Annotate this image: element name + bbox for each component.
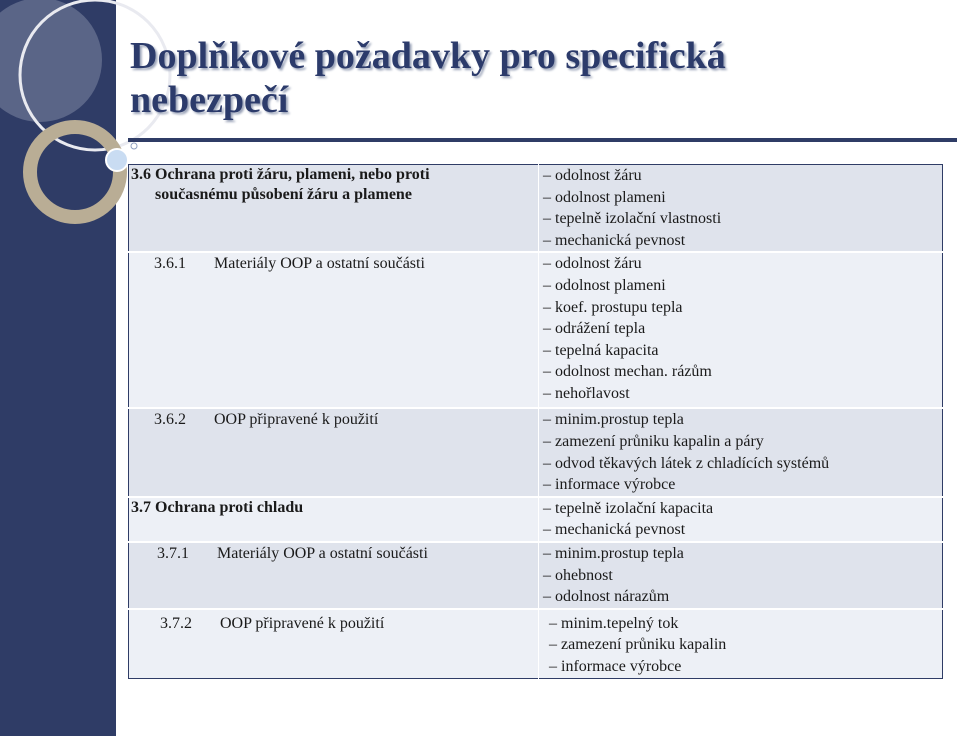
- row-items-cell: [539, 165, 943, 253]
- large-circle-shape: [0, 0, 102, 122]
- small-dot-shape: [131, 143, 137, 149]
- title-line-1: Doplňkové požadavky pro specifická: [130, 35, 726, 77]
- section-heading-line-1: 3.6 Ochrana proti žáru, plameni, nebo proti: [131, 166, 430, 183]
- row-heading-cell: [129, 252, 539, 408]
- table-row: [129, 497, 943, 542]
- list-item: – nehořlavost: [543, 383, 942, 405]
- blue-dot-shape: [106, 149, 128, 171]
- row-heading-cell: [129, 609, 539, 679]
- requirement-list: [539, 543, 942, 608]
- list-item: – odolnost mechan. rázům: [543, 361, 942, 383]
- row-items-cell: [539, 252, 943, 408]
- list-item: – tepelná kapacita: [543, 340, 942, 362]
- subsection-heading: [129, 610, 538, 635]
- list-item: – minim.prostup tepla: [543, 409, 942, 431]
- subsection-label: Materiály OOP a ostatní součásti: [214, 255, 425, 273]
- subsection-number: 3.7.2: [160, 614, 192, 632]
- row-heading-cell: [129, 497, 539, 542]
- list-item: – odolnost plameni: [543, 275, 942, 297]
- row-items-cell: [539, 408, 943, 496]
- table-row: [129, 165, 943, 253]
- subsection-label: OOP připravené k použití: [214, 411, 379, 429]
- list-item: – minim.prostup tepla: [543, 543, 942, 565]
- table-row: [129, 609, 943, 679]
- subsection-heading: [129, 253, 538, 275]
- row-items-cell: [539, 497, 943, 542]
- subsection-number: 3.6.2: [154, 411, 186, 429]
- list-item: – odolnost plameni: [543, 187, 942, 209]
- list-item: – zamezení průniku kapalin: [549, 634, 942, 656]
- list-item: – odrážení tepla: [543, 318, 942, 340]
- section-heading-line-2: současnému působení žáru a plamene: [155, 186, 412, 203]
- list-item: – tepelně izolační kapacita: [543, 498, 942, 520]
- title-underline: [128, 138, 957, 142]
- subsection-label: Materiály OOP a ostatní součásti: [217, 544, 428, 562]
- requirement-list: [539, 498, 942, 541]
- subsection-number: 3.7.1: [157, 544, 189, 562]
- table-row: [129, 408, 943, 496]
- row-heading-cell: [129, 542, 539, 609]
- slide-title: [130, 34, 930, 122]
- title-line-2: nebezpečí: [130, 79, 289, 121]
- list-item: – mechanická pevnost: [543, 230, 942, 252]
- requirement-list: [539, 409, 942, 495]
- requirement-list: [539, 610, 942, 678]
- list-item: – koef. prostupu tepla: [543, 297, 942, 319]
- requirement-list: [539, 253, 942, 404]
- list-item: – odolnost nárazům: [543, 586, 942, 608]
- section-heading-line-1: 3.7 Ochrana proti chladu: [131, 498, 304, 516]
- subsection-heading: [129, 543, 538, 565]
- list-item: – ohebnost: [543, 565, 942, 587]
- subsection-heading: [129, 409, 538, 431]
- table-row: [129, 542, 943, 609]
- list-item: – tepelně izolační vlastnosti: [543, 208, 942, 230]
- list-item: – informace výrobce: [549, 656, 942, 678]
- list-item: – odolnost žáru: [543, 253, 942, 275]
- list-item: – informace výrobce: [543, 474, 942, 496]
- row-heading-cell: [129, 165, 539, 253]
- list-item: – odvod těkavých látek z chladících systémů: [543, 453, 942, 475]
- row-heading-cell: [129, 408, 539, 496]
- gold-ring-shape: [30, 127, 120, 217]
- list-item: – minim.tepelný tok: [549, 613, 942, 635]
- subsection-label: OOP připravené k použití: [220, 614, 385, 632]
- subsection-number: 3.6.1: [154, 255, 186, 273]
- list-item: – mechanická pevnost: [543, 519, 942, 541]
- table-row: [129, 252, 943, 408]
- row-items-cell: [539, 542, 943, 609]
- list-item: – odolnost žáru: [543, 165, 942, 187]
- list-item: – zamezení průniku kapalin a páry: [543, 431, 942, 453]
- row-items-cell: [539, 609, 943, 679]
- section-heading: [129, 498, 538, 518]
- section-heading: [129, 165, 538, 205]
- requirements-table: [128, 164, 943, 679]
- requirement-list: [539, 165, 942, 251]
